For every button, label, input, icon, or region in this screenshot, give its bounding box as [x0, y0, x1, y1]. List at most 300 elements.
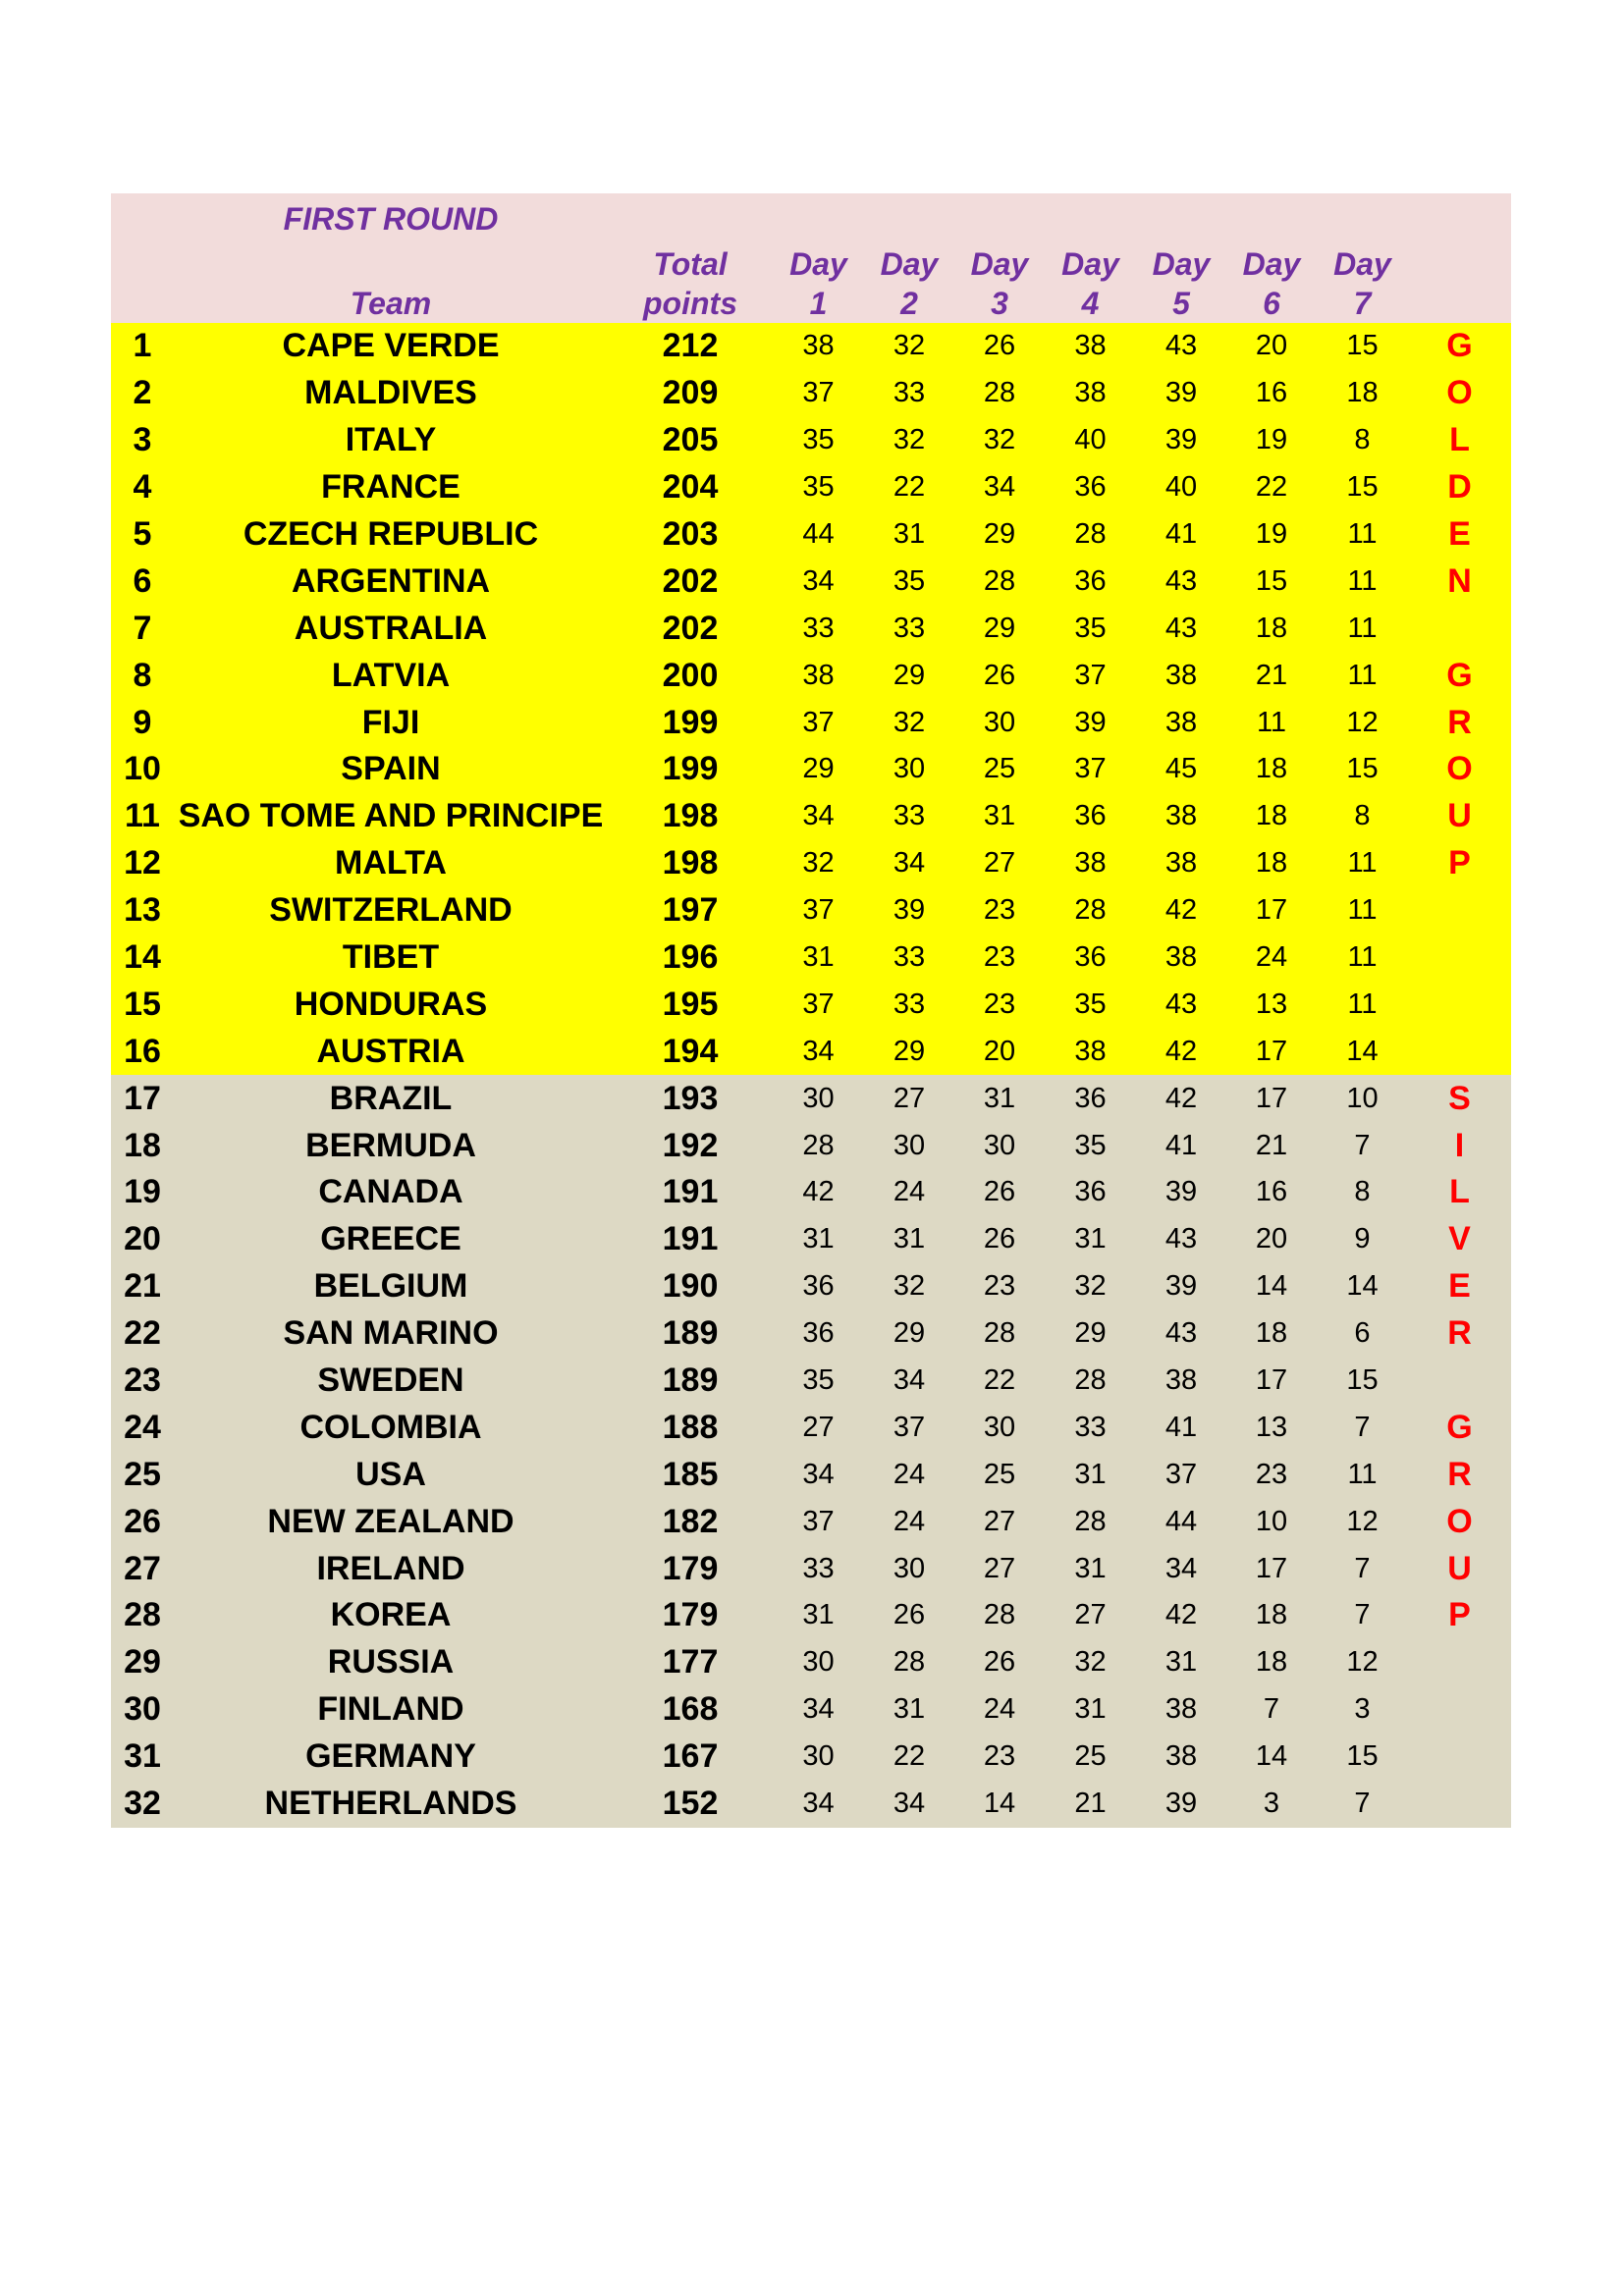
- group-letter-cell: [1408, 1686, 1511, 1734]
- total-points-cell: 197: [662, 891, 719, 930]
- team-name-cell: SAO TOME AND PRINCIPE: [178, 797, 604, 835]
- group-letter-cell: [1408, 1358, 1511, 1405]
- day-6-cell: 17: [1255, 1364, 1288, 1397]
- day-7-cell: 11: [1347, 941, 1378, 974]
- group-letter-cell: D: [1447, 468, 1472, 507]
- team-name-cell: MALDIVES: [304, 374, 477, 412]
- day-2-cell: 29: [893, 1035, 926, 1067]
- day-4-cell: 35: [1074, 612, 1107, 644]
- day-7-cell: 18: [1346, 377, 1379, 409]
- day-3-cell: 32: [983, 424, 1016, 456]
- rank-cell: 22: [124, 1314, 161, 1353]
- table-row: [111, 1358, 1511, 1405]
- day-6-cell: 13: [1255, 1411, 1288, 1443]
- day-1-cell: 35: [802, 471, 835, 504]
- rank-cell: 17: [124, 1079, 161, 1117]
- rank-cell: 7: [133, 609, 152, 647]
- table-row: [111, 370, 1511, 417]
- day-2-cell: 24: [893, 1176, 926, 1208]
- day-6-cell: 21: [1255, 659, 1288, 691]
- day-3-cell: 27: [983, 1505, 1016, 1537]
- day-4-cell: 36: [1074, 564, 1107, 597]
- day-6-header: Day 6: [1242, 246, 1301, 321]
- header-title-row: [111, 193, 1511, 244]
- day-6-cell: 17: [1255, 894, 1288, 927]
- day-3-cell: 34: [983, 471, 1016, 504]
- group-letter-cell: [1408, 981, 1511, 1028]
- team-name-cell: RUSSIA: [327, 1643, 455, 1682]
- total-points-header: Total points: [643, 246, 737, 321]
- day-5-cell: 38: [1164, 1364, 1198, 1397]
- team-name-cell: NETHERLANDS: [264, 1785, 517, 1823]
- day-4-header: Day 4: [1061, 246, 1119, 321]
- day-7-cell: 15: [1346, 1740, 1379, 1773]
- day-7-cell: 12: [1346, 1505, 1379, 1537]
- table-row: [111, 793, 1511, 840]
- day-4-cell: 28: [1074, 894, 1107, 927]
- day-3-cell: 23: [983, 894, 1016, 927]
- day-1-cell: 27: [802, 1411, 835, 1443]
- group-letter-cell: S: [1448, 1079, 1471, 1117]
- rank-cell: 27: [124, 1549, 161, 1587]
- day-3-cell: 23: [983, 1270, 1016, 1303]
- table-row: [111, 1781, 1511, 1828]
- day-5-cell: 42: [1164, 1599, 1198, 1631]
- day-5-cell: 34: [1164, 1552, 1198, 1584]
- day-7-cell: 10: [1346, 1082, 1379, 1114]
- team-name-cell: HONDURAS: [294, 985, 488, 1023]
- day-6-cell: 18: [1255, 1646, 1288, 1679]
- day-6-cell: 20: [1255, 330, 1288, 362]
- day-1-cell: 30: [802, 1646, 835, 1679]
- team-name-cell: KOREA: [330, 1596, 452, 1634]
- day-2-cell: 29: [893, 659, 926, 691]
- day-6-cell: 18: [1255, 1317, 1288, 1350]
- day-2-cell: 27: [893, 1082, 926, 1114]
- rank-cell: 24: [124, 1408, 161, 1446]
- group-letter-cell: G: [1446, 656, 1473, 694]
- day-2-cell: 24: [893, 1505, 926, 1537]
- group-letter-cell: G: [1446, 1408, 1473, 1446]
- table-row: [111, 1216, 1511, 1263]
- day-3-cell: 26: [983, 330, 1016, 362]
- rank-cell: 15: [124, 985, 161, 1023]
- day-4-cell: 37: [1074, 659, 1107, 691]
- day-5-cell: 45: [1164, 753, 1198, 785]
- rank-cell: 32: [124, 1785, 161, 1823]
- rank-cell: 30: [124, 1690, 161, 1729]
- day-3-cell: 26: [983, 659, 1016, 691]
- group-letter-cell: I: [1454, 1126, 1465, 1164]
- team-name-cell: FRANCE: [321, 468, 460, 507]
- day-4-cell: 28: [1074, 1364, 1107, 1397]
- group-letter-cell: [1408, 1639, 1511, 1686]
- total-points-cell: 177: [662, 1643, 719, 1682]
- header-blank: [111, 193, 174, 244]
- table-row: [111, 1545, 1511, 1592]
- group-letter-cell: L: [1449, 421, 1470, 459]
- day-7-cell: 7: [1354, 1599, 1371, 1631]
- day-3-cell: 26: [983, 1646, 1016, 1679]
- day-6-cell: 10: [1255, 1505, 1288, 1537]
- day-4-cell: 38: [1074, 1035, 1107, 1067]
- day-5-cell: 41: [1164, 1129, 1198, 1161]
- day-4-cell: 36: [1074, 800, 1107, 832]
- group-letter-cell: [1408, 1781, 1511, 1828]
- day-4-cell: 28: [1074, 518, 1107, 550]
- day-6-cell: 16: [1255, 377, 1288, 409]
- header-spacer: [608, 193, 1511, 244]
- day-5-cell: 38: [1164, 706, 1198, 738]
- day-2-cell: 34: [893, 1788, 926, 1820]
- group-letter-cell: [1408, 1734, 1511, 1781]
- day-1-cell: 30: [802, 1082, 835, 1114]
- day-5-cell: 38: [1164, 847, 1198, 880]
- day-3-cell: 26: [983, 1176, 1016, 1208]
- day-4-cell: 31: [1074, 1693, 1107, 1726]
- day-5-cell: 42: [1164, 1082, 1198, 1114]
- day-5-cell: 40: [1164, 471, 1198, 504]
- standings-body: [111, 323, 1511, 1828]
- table-row: [111, 417, 1511, 464]
- day-7-cell: 7: [1354, 1411, 1371, 1443]
- day-5-cell: 43: [1164, 612, 1198, 644]
- table-row: [111, 1498, 1511, 1545]
- day-2-cell: 22: [893, 471, 926, 504]
- day-7-cell: 9: [1354, 1223, 1371, 1255]
- rank-cell: 1: [133, 327, 152, 365]
- day-2-cell: 26: [893, 1599, 926, 1631]
- group-header: [1408, 244, 1511, 323]
- rank-cell: 23: [124, 1362, 161, 1400]
- group-letter-cell: G: [1446, 327, 1473, 365]
- table-row: [111, 981, 1511, 1028]
- day-1-cell: 34: [802, 1458, 835, 1490]
- team-name-cell: CAPE VERDE: [282, 327, 500, 365]
- rank-cell: 9: [133, 703, 152, 741]
- day-4-cell: 38: [1074, 377, 1107, 409]
- total-points-cell: 198: [662, 844, 719, 882]
- day-5-cell: 39: [1164, 1176, 1198, 1208]
- day-4-cell: 40: [1074, 424, 1107, 456]
- day-5-cell: 37: [1164, 1458, 1198, 1490]
- total-points-cell: 189: [662, 1362, 719, 1400]
- rank-cell: 19: [124, 1173, 161, 1211]
- total-points-cell: 205: [662, 421, 719, 459]
- table-row: [111, 840, 1511, 887]
- day-3-cell: 31: [983, 800, 1016, 832]
- total-points-cell: 202: [662, 609, 719, 647]
- table-row: [111, 1169, 1511, 1216]
- day-4-cell: 28: [1074, 1505, 1107, 1537]
- day-7-cell: 7: [1354, 1788, 1371, 1820]
- rank-cell: 10: [124, 750, 161, 788]
- day-4-cell: 27: [1074, 1599, 1107, 1631]
- day-1-header: Day 1: [789, 246, 847, 321]
- day-7-header: Day 7: [1333, 246, 1391, 321]
- total-points-cell: 167: [662, 1737, 719, 1776]
- total-points-cell: 212: [662, 327, 719, 365]
- day-4-cell: 32: [1074, 1270, 1107, 1303]
- group-letter-cell: R: [1447, 1455, 1472, 1493]
- group-letter-cell: R: [1447, 703, 1472, 741]
- day-3-cell: 30: [983, 1411, 1016, 1443]
- table-row: [111, 1310, 1511, 1358]
- day-2-cell: 33: [893, 612, 926, 644]
- day-6-cell: 11: [1256, 706, 1287, 738]
- day-1-cell: 33: [802, 1552, 835, 1584]
- day-1-cell: 37: [802, 377, 835, 409]
- day-6-cell: 20: [1255, 1223, 1288, 1255]
- day-2-cell: 30: [893, 753, 926, 785]
- day-7-cell: 15: [1346, 753, 1379, 785]
- day-1-cell: 38: [802, 330, 835, 362]
- day-6-cell: 19: [1255, 518, 1288, 550]
- day-6-cell: 16: [1255, 1176, 1288, 1208]
- team-name-cell: COLOMBIA: [299, 1408, 482, 1446]
- day-4-cell: 32: [1074, 1646, 1107, 1679]
- total-points-cell: 200: [662, 656, 719, 694]
- team-header: Team: [350, 286, 432, 321]
- day-2-cell: 33: [893, 377, 926, 409]
- day-7-cell: 11: [1347, 988, 1378, 1020]
- day-1-cell: 32: [802, 847, 835, 880]
- total-points-cell: 193: [662, 1079, 719, 1117]
- day-3-cell: 25: [983, 1458, 1016, 1490]
- day-1-cell: 31: [802, 1599, 835, 1631]
- group-letter-cell: U: [1447, 797, 1472, 835]
- day-1-cell: 35: [802, 1364, 835, 1397]
- table-row: [111, 1686, 1511, 1734]
- group-letter-cell: [1408, 605, 1511, 652]
- day-1-cell: 36: [802, 1317, 835, 1350]
- day-5-cell: 43: [1164, 988, 1198, 1020]
- team-name-cell: AUSTRALIA: [294, 609, 488, 647]
- day-2-header: Day 2: [880, 246, 939, 321]
- group-letter-cell: E: [1448, 1267, 1471, 1306]
- day-6-cell: 18: [1255, 847, 1288, 880]
- day-3-cell: 20: [983, 1035, 1016, 1067]
- rank-cell: 11: [125, 797, 160, 835]
- day-2-cell: 35: [893, 564, 926, 597]
- day-6-cell: 14: [1255, 1740, 1288, 1773]
- day-2-cell: 32: [893, 706, 926, 738]
- total-points-cell: 191: [662, 1173, 719, 1211]
- day-4-cell: 36: [1074, 1082, 1107, 1114]
- total-points-cell: 195: [662, 985, 719, 1023]
- table-row: [111, 605, 1511, 652]
- day-5-cell: 42: [1164, 1035, 1198, 1067]
- day-6-cell: 3: [1263, 1788, 1280, 1820]
- total-points-cell: 204: [662, 468, 719, 507]
- group-letter-cell: V: [1448, 1220, 1471, 1258]
- day-6-cell: 14: [1255, 1270, 1288, 1303]
- day-3-cell: 29: [983, 518, 1016, 550]
- day-1-cell: 37: [802, 894, 835, 927]
- day-3-cell: 14: [983, 1788, 1016, 1820]
- day-2-cell: 30: [893, 1129, 926, 1161]
- team-name-cell: MALTA: [335, 844, 447, 882]
- table-row: [111, 1028, 1511, 1075]
- group-letter-cell: L: [1449, 1173, 1470, 1211]
- rank-cell: 5: [133, 515, 152, 553]
- day-4-cell: 38: [1074, 330, 1107, 362]
- table-row: [111, 1404, 1511, 1451]
- total-points-cell: 199: [662, 750, 719, 788]
- total-points-cell: 190: [662, 1267, 719, 1306]
- day-4-cell: 39: [1074, 706, 1107, 738]
- day-5-cell: 38: [1164, 800, 1198, 832]
- day-5-cell: 38: [1164, 659, 1198, 691]
- day-1-cell: 37: [802, 706, 835, 738]
- day-1-cell: 37: [802, 1505, 835, 1537]
- day-5-cell: 38: [1164, 941, 1198, 974]
- group-letter-cell: P: [1448, 844, 1471, 882]
- team-name-cell: FIJI: [361, 703, 420, 741]
- day-2-cell: 32: [893, 424, 926, 456]
- rank-cell: 14: [124, 938, 161, 977]
- day-7-cell: 14: [1346, 1270, 1379, 1303]
- day-6-cell: 17: [1255, 1082, 1288, 1114]
- day-7-cell: 8: [1354, 800, 1371, 832]
- total-points-cell: 203: [662, 515, 719, 553]
- day-6-cell: 13: [1255, 988, 1288, 1020]
- team-name-cell: CZECH REPUBLIC: [243, 515, 539, 553]
- day-7-cell: 12: [1346, 1646, 1379, 1679]
- table-row: [111, 1639, 1511, 1686]
- day-4-cell: 31: [1074, 1458, 1107, 1490]
- total-points-cell: 199: [662, 703, 719, 741]
- day-1-cell: 44: [802, 518, 835, 550]
- team-name-cell: AUSTRIA: [316, 1032, 465, 1070]
- rank-cell: 20: [124, 1220, 161, 1258]
- day-2-cell: 32: [893, 1270, 926, 1303]
- total-points-cell: 168: [662, 1690, 719, 1729]
- day-5-cell: 41: [1164, 518, 1198, 550]
- rank-cell: 21: [124, 1267, 161, 1306]
- team-name-cell: SWEDEN: [317, 1362, 464, 1400]
- day-6-cell: 19: [1255, 424, 1288, 456]
- day-6-cell: 18: [1255, 753, 1288, 785]
- day-3-cell: 25: [983, 753, 1016, 785]
- table-row: [111, 887, 1511, 934]
- team-name-cell: BRAZIL: [329, 1079, 453, 1117]
- day-7-cell: 11: [1347, 518, 1378, 550]
- day-4-cell: 36: [1074, 1176, 1107, 1208]
- rank-cell: 13: [124, 891, 161, 930]
- day-5-cell: 31: [1164, 1646, 1198, 1679]
- day-2-cell: 31: [893, 1223, 926, 1255]
- day-1-cell: 31: [802, 941, 835, 974]
- day-2-cell: 22: [893, 1740, 926, 1773]
- day-2-cell: 24: [893, 1458, 926, 1490]
- group-letter-cell: O: [1446, 750, 1473, 788]
- rank-cell: 6: [133, 561, 152, 600]
- day-7-cell: 15: [1346, 1364, 1379, 1397]
- team-name-cell: FINLAND: [317, 1690, 464, 1729]
- day-4-cell: 37: [1074, 753, 1107, 785]
- total-points-cell: 191: [662, 1220, 719, 1258]
- group-letter-cell: U: [1447, 1549, 1472, 1587]
- day-7-cell: 7: [1354, 1552, 1371, 1584]
- day-5-cell: 43: [1164, 564, 1198, 597]
- day-7-cell: 12: [1346, 706, 1379, 738]
- header-labels-row: [111, 244, 1511, 323]
- day-7-cell: 15: [1346, 471, 1379, 504]
- team-name-cell: ARGENTINA: [291, 561, 491, 600]
- day-2-cell: 34: [893, 847, 926, 880]
- day-7-cell: 15: [1346, 330, 1379, 362]
- day-7-cell: 7: [1354, 1129, 1371, 1161]
- day-1-cell: 42: [802, 1176, 835, 1208]
- table-row: [111, 464, 1511, 511]
- team-name-cell: TIBET: [342, 938, 440, 977]
- day-1-cell: 37: [802, 988, 835, 1020]
- day-7-cell: 8: [1354, 1176, 1371, 1208]
- day-1-cell: 38: [802, 659, 835, 691]
- total-points-cell: 198: [662, 797, 719, 835]
- team-name-cell: GERMANY: [305, 1737, 476, 1776]
- table-row: [111, 699, 1511, 746]
- team-name-cell: IRELAND: [316, 1549, 465, 1587]
- day-5-cell: 41: [1164, 1411, 1198, 1443]
- day-4-cell: 21: [1074, 1788, 1107, 1820]
- rank-cell: 16: [124, 1032, 161, 1070]
- day-5-cell: 43: [1164, 330, 1198, 362]
- team-name-cell: SWITZERLAND: [269, 891, 513, 930]
- day-3-cell: 26: [983, 1223, 1016, 1255]
- day-5-cell: 39: [1164, 1788, 1198, 1820]
- rank-cell: 31: [124, 1737, 161, 1776]
- day-4-cell: 29: [1074, 1317, 1107, 1350]
- table-row: [111, 1592, 1511, 1639]
- group-letter-cell: [1408, 887, 1511, 934]
- day-4-cell: 35: [1074, 988, 1107, 1020]
- group-letter-cell: O: [1446, 374, 1473, 412]
- rank-cell: 3: [133, 421, 152, 459]
- day-3-cell: 30: [983, 706, 1016, 738]
- day-2-cell: 31: [893, 518, 926, 550]
- total-points-cell: 179: [662, 1596, 719, 1634]
- day-2-cell: 28: [893, 1646, 926, 1679]
- day-6-cell: 21: [1255, 1129, 1288, 1161]
- day-3-cell: 27: [983, 1552, 1016, 1584]
- team-name-cell: SPAIN: [341, 750, 441, 788]
- total-points-cell: 179: [662, 1549, 719, 1587]
- day-1-cell: 33: [802, 612, 835, 644]
- day-3-cell: 24: [983, 1693, 1016, 1726]
- group-letter-cell: E: [1448, 515, 1471, 553]
- standings-table: [111, 193, 1511, 1828]
- group-letter-cell: [1408, 1028, 1511, 1075]
- day-2-cell: 39: [893, 894, 926, 927]
- day-1-cell: 30: [802, 1740, 835, 1773]
- day-4-cell: 38: [1074, 847, 1107, 880]
- team-name-cell: GREECE: [320, 1220, 461, 1258]
- table-row: [111, 1122, 1511, 1169]
- day-3-cell: 28: [983, 1317, 1016, 1350]
- total-points-cell: 209: [662, 374, 719, 412]
- team-name-cell: SAN MARINO: [283, 1314, 499, 1353]
- day-1-cell: 31: [802, 1223, 835, 1255]
- day-7-cell: 11: [1347, 894, 1378, 927]
- day-5-cell: 39: [1164, 424, 1198, 456]
- rank-cell: 25: [124, 1455, 161, 1493]
- day-5-cell: 39: [1164, 1270, 1198, 1303]
- day-4-cell: 35: [1074, 1129, 1107, 1161]
- total-points-cell: 192: [662, 1126, 719, 1164]
- day-2-cell: 33: [893, 941, 926, 974]
